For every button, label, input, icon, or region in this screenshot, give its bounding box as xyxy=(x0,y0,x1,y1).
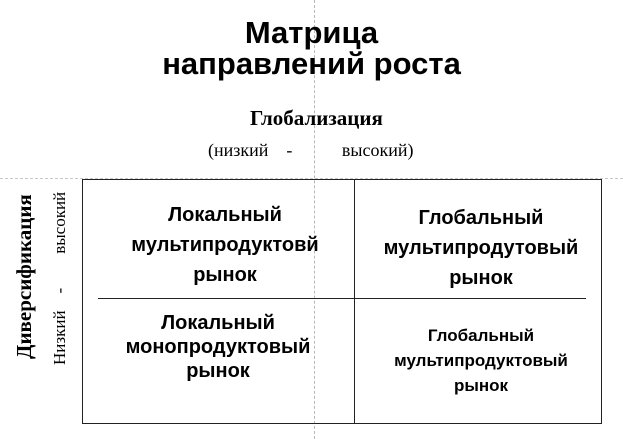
cell-line: рынок xyxy=(193,264,257,286)
matrix-horizontal-divider xyxy=(98,298,586,299)
cell-global-multiproduct-bottom xyxy=(365,323,597,398)
y-axis-range: Низкий - высокий xyxy=(50,191,69,365)
cell-line: Глобальный xyxy=(427,326,535,345)
cell-local-monoproduct xyxy=(102,311,334,383)
matrix-vertical-divider xyxy=(354,180,355,423)
cell-line: рынок xyxy=(186,360,250,382)
y-axis-title: Диверсификация xyxy=(12,194,36,359)
cell-line: мультипродуктовый xyxy=(394,351,568,370)
cell-line: рынок xyxy=(449,267,513,289)
cell-line: Глобальный xyxy=(418,207,544,229)
x-axis-range: (низкий - высокий) xyxy=(208,140,414,160)
cell-line: Локальный xyxy=(161,312,275,334)
cell-global-multiproduct-top xyxy=(365,203,597,293)
page-title-line-2: направлений роста xyxy=(162,46,461,81)
cell-line: рынок xyxy=(453,376,509,395)
cell-line: мультипродуктовй xyxy=(131,234,319,256)
page-title-line-1: Матрица xyxy=(244,15,379,50)
cell-local-multiproduct xyxy=(100,200,350,290)
cell-line: мультипродутовый xyxy=(383,237,579,259)
cell-line: монопродуктовый xyxy=(125,336,311,358)
x-axis-title: Глобализация xyxy=(250,106,383,130)
cell-line: Локальный xyxy=(168,204,282,226)
